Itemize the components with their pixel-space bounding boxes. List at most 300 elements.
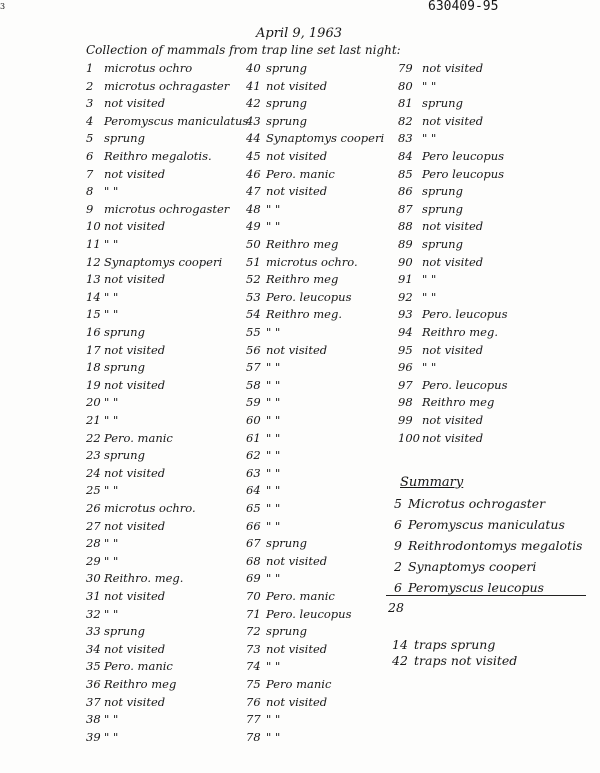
trap-entry-text: not visited xyxy=(422,219,484,234)
trap-entry-text: sprung xyxy=(422,237,463,251)
trap-entry xyxy=(86,661,173,673)
trap-entry-text: " " xyxy=(266,501,281,515)
trap-entry-number: 52 xyxy=(246,272,261,287)
trap-entry-number: 53 xyxy=(246,289,261,304)
summary-item-number: 6 xyxy=(394,517,402,532)
trap-entry-number: 40 xyxy=(246,61,261,75)
trap-entry-text: sprung xyxy=(104,624,145,639)
trap-entry-text: not visited xyxy=(104,694,166,709)
trap-entry-text: sprung xyxy=(422,201,463,216)
trap-entry-text: not visited xyxy=(266,149,328,163)
trap-entry xyxy=(86,679,176,691)
trap-entry-text: not visited xyxy=(266,184,328,199)
trap-entry-number: 99 xyxy=(398,413,413,427)
trap-entry xyxy=(86,362,145,374)
entry-date: April 9, 1963 xyxy=(256,26,342,41)
trap-entry-text: not visited xyxy=(104,272,166,287)
trap-entry xyxy=(398,201,463,216)
trap-entry-text: microtus ochro. xyxy=(104,501,196,515)
summary-item xyxy=(394,540,582,553)
summary-item xyxy=(394,582,544,595)
trap-total xyxy=(392,639,495,652)
trap-entry-text: sprung xyxy=(422,96,463,111)
trap-entry xyxy=(246,186,327,198)
trap-entry-text: " " xyxy=(266,448,281,463)
trap-entry-number: 13 xyxy=(86,272,101,287)
document-number: 630409-95 xyxy=(428,0,499,14)
trap-entry-number: 74 xyxy=(246,659,261,674)
trap-entry xyxy=(246,573,280,585)
trap-entry-text: " " xyxy=(266,219,281,234)
trap-entry xyxy=(86,538,118,550)
trap-entry-number: 67 xyxy=(246,536,261,551)
trap-entry xyxy=(398,377,508,392)
trap-entry xyxy=(398,63,483,75)
trap-entry-number: 62 xyxy=(246,448,261,463)
trap-entry-text: " " xyxy=(104,536,119,551)
trap-entry-text: " " xyxy=(266,712,281,727)
trap-entry-text: not visited xyxy=(266,78,328,93)
trap-entry-number: 97 xyxy=(398,377,413,392)
trap-total-number: 42 xyxy=(392,653,408,668)
trap-entry xyxy=(86,553,119,568)
trap-entry-number: 61 xyxy=(246,430,261,445)
trap-entry-text: " " xyxy=(266,377,281,392)
trap-entry-number: 69 xyxy=(246,571,261,586)
trap-entry xyxy=(246,714,280,726)
trap-entry xyxy=(86,641,166,656)
trap-entry-text: not visited xyxy=(266,553,328,568)
trap-entry-number: 23 xyxy=(86,448,101,463)
trap-entry-text: " " xyxy=(422,131,437,146)
trap-entry xyxy=(246,289,352,304)
summary-total: 28 xyxy=(388,600,404,615)
trap-entry-text: " " xyxy=(266,518,281,533)
trap-entry-number: 27 xyxy=(86,518,101,533)
trap-entry-text: not visited xyxy=(422,254,484,269)
trap-entry-number: 4 xyxy=(86,113,94,128)
trap-entry xyxy=(246,377,281,392)
trap-entry xyxy=(86,430,173,445)
trap-entry-text: " " xyxy=(104,289,119,304)
trap-entry-text: Peromyscus maniculatus xyxy=(104,113,249,128)
trap-entry xyxy=(246,151,327,163)
trap-entry-number: 55 xyxy=(246,325,261,339)
trap-entry xyxy=(86,78,230,93)
trap-entry-text: not visited xyxy=(104,589,166,603)
trap-entry-number: 11 xyxy=(86,237,101,251)
trap-entry-number: 16 xyxy=(86,325,101,339)
trap-entry-number: 35 xyxy=(86,659,101,674)
trap-entry-text: not visited xyxy=(422,413,484,427)
trap-entry-number: 38 xyxy=(86,712,101,727)
trap-entry xyxy=(398,327,498,339)
trap-entry-number: 8 xyxy=(86,184,94,199)
trap-entry-number: 9 xyxy=(86,201,94,216)
trap-entry-number: 59 xyxy=(246,395,261,410)
trap-entry xyxy=(246,309,342,321)
trap-entry-number: 86 xyxy=(398,184,413,199)
trap-entry-number: 51 xyxy=(246,254,261,269)
trap-entry-number: 72 xyxy=(246,624,261,639)
trap-entry xyxy=(246,201,281,216)
trap-entry-text: Synaptomys cooperi xyxy=(104,254,223,269)
trap-entry xyxy=(246,362,280,374)
trap-entry-number: 31 xyxy=(86,589,101,603)
trap-entry-number: 2 xyxy=(86,78,94,93)
trap-entry-number: 100 xyxy=(398,430,420,445)
trap-entry-number: 28 xyxy=(86,536,101,551)
trap-entry-number: 92 xyxy=(398,289,413,304)
trap-entry-number: 94 xyxy=(398,325,413,339)
trap-entry-number: 36 xyxy=(86,677,101,691)
trap-entry-text: " " xyxy=(266,571,281,586)
trap-entry-text: " " xyxy=(104,606,119,621)
trap-entry xyxy=(246,430,281,445)
trap-entry xyxy=(398,309,507,321)
trap-entry-text: not visited xyxy=(104,219,166,234)
trap-entry-number: 17 xyxy=(86,342,101,357)
trap-entry-number: 47 xyxy=(246,184,261,199)
trap-entry-number: 75 xyxy=(246,677,261,691)
trap-entry-text: Reithro megalotis. xyxy=(104,149,212,163)
trap-entry xyxy=(246,503,280,515)
trap-entry xyxy=(86,415,118,427)
trap-entry-number: 66 xyxy=(246,518,261,533)
trap-entry xyxy=(86,450,145,462)
trap-entry-text: " " xyxy=(422,289,437,304)
trap-entry-number: 6 xyxy=(86,149,94,163)
summary-item xyxy=(394,498,545,511)
trap-entry-text: not visited xyxy=(104,465,166,480)
trap-entry xyxy=(86,151,212,163)
trap-entry-number: 21 xyxy=(86,413,101,427)
trap-entry-text: Pero. manic xyxy=(266,166,335,181)
trap-entry-text: sprung xyxy=(266,61,307,75)
trap-entry-text: " " xyxy=(104,395,119,410)
trap-entry xyxy=(246,450,280,462)
trap-entry-number: 95 xyxy=(398,342,413,357)
trap-entry xyxy=(398,342,484,357)
trap-entry-number: 77 xyxy=(246,712,261,727)
trap-entry-text: microtus ochragaster xyxy=(104,78,230,93)
trap-entry-text: Pero. leucopus xyxy=(266,289,352,304)
trap-entry-text: " " xyxy=(104,237,119,251)
trap-entry xyxy=(86,518,166,533)
trap-entry-text: " " xyxy=(104,483,119,498)
trap-entry xyxy=(86,377,166,392)
trap-entry xyxy=(398,78,437,93)
summary-item-number: 6 xyxy=(394,580,402,595)
trap-entry-text: Reithro. meg. xyxy=(104,571,184,586)
trap-entry xyxy=(246,626,307,638)
trap-entry xyxy=(398,221,483,233)
trap-entry-number: 49 xyxy=(246,219,261,234)
trap-entry-number: 18 xyxy=(86,360,101,375)
trap-entry-number: 90 xyxy=(398,254,413,269)
trap-entry-number: 12 xyxy=(86,254,101,269)
trap-entry-number: 93 xyxy=(398,307,413,322)
trap-entry-number: 3 xyxy=(86,96,94,111)
trap-entry-number: 82 xyxy=(398,113,413,128)
page-heading: Collection of mammals from trap line set last night: xyxy=(86,43,401,57)
trap-entry-text: Pero leucopus xyxy=(422,149,505,163)
trap-entry-text: Pero leucopus xyxy=(422,166,505,181)
trap-entry xyxy=(398,113,484,128)
trap-entry-text: Pero. leucopus xyxy=(422,307,508,322)
trap-entry-text: not visited xyxy=(104,377,166,392)
trap-entry-number: 81 xyxy=(398,96,413,111)
trap-entry-text: sprung xyxy=(266,536,307,551)
trap-entry xyxy=(86,186,118,198)
trap-entry xyxy=(246,113,307,128)
trap-entry-text: Reithro meg xyxy=(266,237,339,251)
trap-entry xyxy=(86,591,165,603)
summary-item-number: 2 xyxy=(394,559,402,574)
trap-entry-number: 34 xyxy=(86,641,101,656)
trap-entry-text: " " xyxy=(266,360,281,375)
trap-entry-number: 22 xyxy=(86,430,101,445)
trap-entry-number: 26 xyxy=(86,501,101,515)
trap-entry-number: 60 xyxy=(246,413,261,427)
trap-entry xyxy=(86,221,165,233)
trap-entry-text: Reithro meg xyxy=(104,677,177,691)
trap-entry-text: Pero. manic xyxy=(104,659,173,674)
trap-entry-text: not visited xyxy=(422,430,484,445)
trap-entry xyxy=(246,63,307,75)
trap-entry-text: " " xyxy=(104,729,119,744)
summary-total-rule xyxy=(386,595,586,596)
trap-entry xyxy=(246,518,281,533)
trap-entry-text: microtus ochrogaster xyxy=(104,201,230,216)
trap-entry-number: 63 xyxy=(246,465,261,480)
trap-entry xyxy=(398,186,463,198)
trap-entry-number: 43 xyxy=(246,113,261,128)
trap-entry-text: sprung xyxy=(266,624,307,639)
trap-entry-number: 20 xyxy=(86,395,101,410)
summary-item-text: Peromyscus leucopus xyxy=(408,580,544,595)
trap-entry xyxy=(86,573,183,585)
trap-entry-text: Pero. manic xyxy=(266,589,335,603)
trap-entry xyxy=(398,274,436,286)
summary-item-number: 9 xyxy=(394,538,402,553)
trap-entry-text: " " xyxy=(266,729,281,744)
trap-entry-text: sprung xyxy=(266,96,307,111)
trap-entry xyxy=(398,289,437,304)
trap-entry xyxy=(398,397,494,409)
trap-entry-text: " " xyxy=(104,184,119,199)
trap-entry-number: 79 xyxy=(398,61,413,75)
trap-entry-number: 41 xyxy=(246,78,261,93)
trap-entry-number: 71 xyxy=(246,606,261,621)
trap-entry-text: not visited xyxy=(104,342,166,357)
trap-entry-text: " " xyxy=(422,78,437,93)
trap-entry-text: sprung xyxy=(266,113,307,128)
trap-entry xyxy=(246,661,280,673)
trap-entry xyxy=(246,465,281,480)
trap-entry-number: 25 xyxy=(86,483,101,498)
trap-entry-number: 65 xyxy=(246,501,261,515)
trap-entry-number: 73 xyxy=(246,641,261,656)
trap-entry-text: " " xyxy=(266,201,281,216)
trap-entry xyxy=(86,239,118,251)
summary-title: Summary xyxy=(400,475,464,490)
trap-entry-number: 5 xyxy=(86,131,94,146)
trap-entry xyxy=(86,133,145,145)
trap-entry xyxy=(86,729,119,744)
trap-entry-number: 37 xyxy=(86,694,101,709)
trap-entry-number: 48 xyxy=(246,201,261,216)
trap-entry-text: " " xyxy=(422,360,437,375)
trap-entry xyxy=(86,63,192,75)
trap-entry-number: 33 xyxy=(86,624,101,639)
trap-total xyxy=(392,655,517,668)
trap-entry-number: 1 xyxy=(86,61,94,75)
trap-entry xyxy=(246,78,328,93)
trap-entry-number: 42 xyxy=(246,96,261,111)
trap-entry xyxy=(86,626,145,638)
trap-entry-text: not visited xyxy=(422,113,484,128)
trap-entry xyxy=(398,362,436,374)
trap-entry-text: Reithro meg xyxy=(422,395,495,410)
trap-entry-text: Reithro meg. xyxy=(266,307,342,322)
trap-entry-text: " " xyxy=(422,272,437,287)
trap-entry-text: Synaptomys cooperi xyxy=(266,131,385,146)
trap-entry xyxy=(86,503,196,515)
trap-entry xyxy=(86,397,118,409)
trap-entry-number: 7 xyxy=(86,166,94,181)
trap-entry-text: not visited xyxy=(104,96,166,111)
trap-entry xyxy=(86,309,118,321)
trap-entry xyxy=(246,553,328,568)
trap-entry-text: " " xyxy=(104,307,119,322)
trap-entry-number: 87 xyxy=(398,201,413,216)
trap-entry-text: not visited xyxy=(422,342,484,357)
trap-entry xyxy=(246,729,281,744)
trap-entry xyxy=(86,254,223,269)
summary-item-text: Microtus ochrogaster xyxy=(408,496,546,511)
trap-entry xyxy=(246,679,331,691)
trap-entry-text: sprung xyxy=(104,360,145,375)
trap-entry xyxy=(86,694,166,709)
trap-entry xyxy=(246,485,280,497)
trap-entry-text: " " xyxy=(266,430,281,445)
trap-entry xyxy=(398,133,436,145)
trap-entry-text: " " xyxy=(266,325,281,339)
trap-entry xyxy=(246,397,280,409)
trap-entry xyxy=(246,591,335,603)
trap-entry xyxy=(246,641,328,656)
trap-entry xyxy=(398,166,505,181)
trap-entry xyxy=(246,327,280,339)
trap-entry-number: 56 xyxy=(246,342,261,357)
trap-entry xyxy=(398,415,483,427)
trap-entry xyxy=(86,485,118,497)
trap-entry-text: Pero. manic xyxy=(104,430,173,445)
trap-entry xyxy=(86,289,119,304)
trap-entry xyxy=(398,151,504,163)
trap-total-text: traps sprung xyxy=(414,637,496,652)
trap-entry-number: 39 xyxy=(86,729,101,744)
trap-entry xyxy=(398,254,484,269)
trap-entry-number: 30 xyxy=(86,571,101,586)
trap-entry-number: 70 xyxy=(246,589,261,603)
trap-entry xyxy=(246,694,328,709)
trap-entry-text: " " xyxy=(266,395,281,410)
trap-entry-text: Pero. leucopus xyxy=(266,606,352,621)
trap-entry xyxy=(246,133,384,145)
trap-entry-number: 46 xyxy=(246,166,261,181)
trap-entry xyxy=(246,221,280,233)
trap-entry-number: 32 xyxy=(86,606,101,621)
trap-entry-number: 29 xyxy=(86,553,101,568)
summary-item-text: Peromyscus maniculatus xyxy=(408,517,565,532)
trap-entry xyxy=(246,166,335,181)
trap-entry-number: 10 xyxy=(86,219,101,234)
trap-entry-text: Reithro meg xyxy=(266,272,339,287)
trap-entry-number: 58 xyxy=(246,377,261,392)
trap-entry-number: 45 xyxy=(246,149,261,163)
trap-entry xyxy=(86,201,230,216)
trap-entry xyxy=(398,430,484,445)
trap-entry-text: not visited xyxy=(104,166,166,181)
trap-entry-number: 64 xyxy=(246,483,261,498)
trap-entry xyxy=(246,274,338,286)
trap-entry-number: 15 xyxy=(86,307,101,322)
trap-entry xyxy=(86,113,249,128)
trap-entry xyxy=(86,327,145,339)
trap-entry-number: 80 xyxy=(398,78,413,93)
trap-entry-text: not visited xyxy=(266,694,328,709)
trap-entry-text: " " xyxy=(104,413,119,427)
trap-total-text: traps not visited xyxy=(414,653,518,668)
trap-entry-text: Pero manic xyxy=(266,677,332,691)
trap-entry xyxy=(246,606,352,621)
trap-entry xyxy=(86,714,118,726)
trap-entry-number: 44 xyxy=(246,131,261,146)
trap-entry-text: sprung xyxy=(104,325,145,339)
trap-entry-number: 78 xyxy=(246,729,261,744)
trap-entry-text: " " xyxy=(266,483,281,498)
trap-entry-text: " " xyxy=(266,659,281,674)
trap-entry-text: Pero. leucopus xyxy=(422,377,508,392)
trap-entry-text: not visited xyxy=(422,61,484,75)
trap-entry xyxy=(86,342,166,357)
trap-entry-number: 19 xyxy=(86,377,101,392)
trap-entry-number: 85 xyxy=(398,166,413,181)
trap-entry-text: not visited xyxy=(266,342,328,357)
trap-entry xyxy=(86,465,166,480)
trap-entry-text: " " xyxy=(266,413,281,427)
trap-entry xyxy=(246,538,307,550)
summary-item xyxy=(394,519,565,532)
trap-entry-number: 57 xyxy=(246,360,261,375)
trap-entry-number: 14 xyxy=(86,289,101,304)
trap-entry-number: 76 xyxy=(246,694,261,709)
summary-item-text: Reithrodontomys megalotis xyxy=(408,538,583,553)
trap-entry-text: " " xyxy=(104,712,119,727)
trap-entry xyxy=(246,342,328,357)
trap-entry-text: not visited xyxy=(104,518,166,533)
trap-entry-text: " " xyxy=(266,465,281,480)
trap-entry xyxy=(398,239,463,251)
trap-entry-number: 88 xyxy=(398,219,413,234)
trap-entry xyxy=(246,98,307,110)
summary-item-text: Synaptomys cooperi xyxy=(408,559,537,574)
trap-entry xyxy=(246,254,358,269)
trap-entry xyxy=(86,166,166,181)
trap-entry-text: sprung xyxy=(104,448,145,463)
